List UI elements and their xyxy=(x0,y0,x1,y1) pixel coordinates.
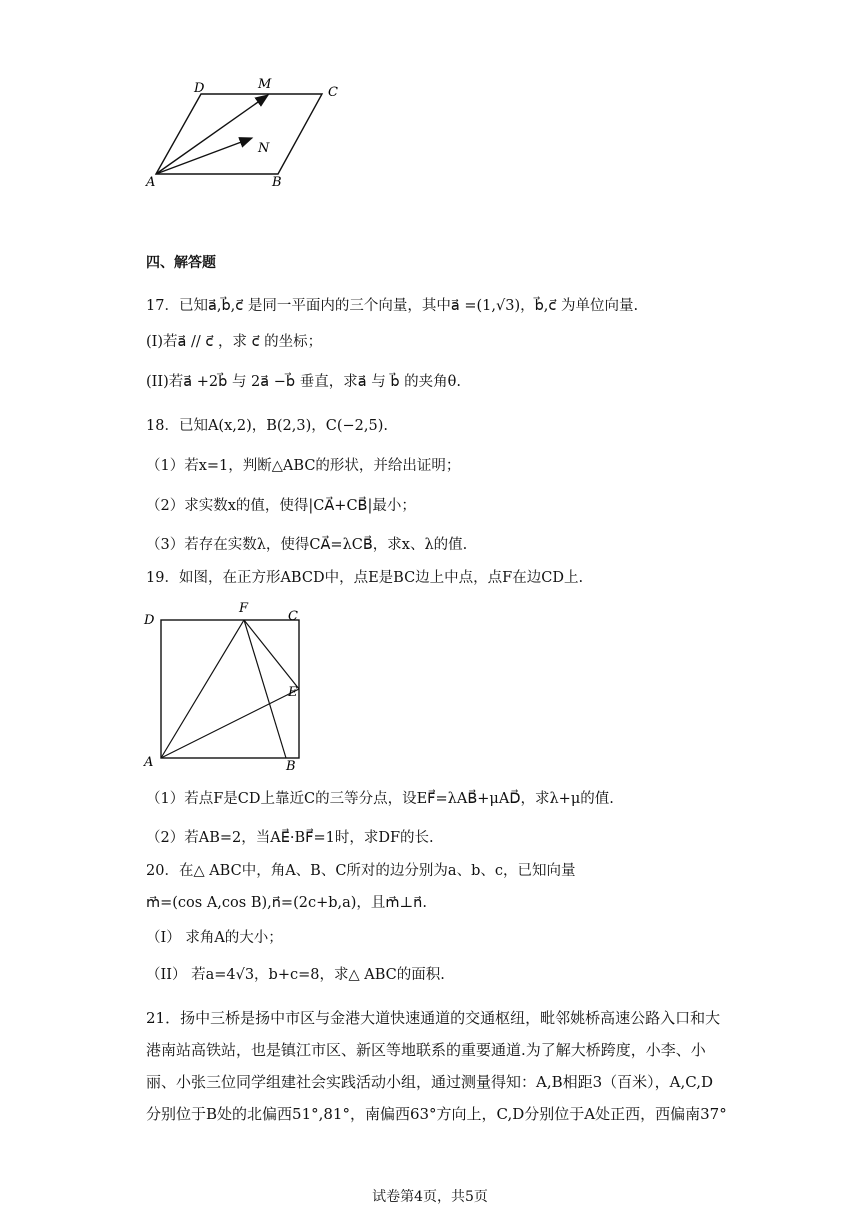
label-A: A xyxy=(144,755,154,770)
label-C: C xyxy=(288,609,298,624)
q18-part1: （1）若x=1，判断△ABC的形状，并给出证明； xyxy=(146,458,461,474)
label-B: B xyxy=(272,175,282,190)
parallelogram-figure xyxy=(140,74,350,194)
q20-part1: （I） 求角A的大小； xyxy=(146,930,283,946)
q18-part3: （3）若存在实数λ，使得CA⃗=λCB⃗，求x、λ的值. xyxy=(146,537,468,553)
q18-stem: 18．已知A(x,2)，B(2,3)，C(−2,5). xyxy=(146,418,389,434)
q18-part2: （2）求实数x的值，使得|CA⃗+CB⃗|最小； xyxy=(146,498,416,514)
q19-part1: （1）若点F是CD上靠近C的三等分点，设EF⃗=λAB⃗+μAD⃗，求λ+μ的值. xyxy=(146,791,614,807)
label-B: B xyxy=(286,759,296,774)
label-A: A xyxy=(146,175,156,190)
q19-stem: 19．如图，在正方形ABCD中，点E是BC边上中点，点F在边CD上. xyxy=(146,570,584,586)
q20-part2: （II） 若a=4√3，b+c=8，求△ ABC的面积. xyxy=(146,967,445,983)
q17-part2: (II)若a⃗ +2b⃗ 与 2a⃗ −b⃗ 垂直，求a⃗ 与 b⃗ 的夹角θ. xyxy=(146,374,461,390)
q20-vectors: m⃗=(cos A,cos B),n⃗=(2c+b,a)，且m⃗⊥n⃗. xyxy=(146,895,427,911)
label-E: E xyxy=(288,685,298,700)
label-D: D xyxy=(144,613,155,628)
label-F: F xyxy=(239,601,249,616)
q21-line3: 丽、小张三位同学组建社会实践活动小组，通过测量得知：A,B相距3（百米），A,C,D xyxy=(146,1073,714,1091)
q21-line4: 分别位于B处的北偏西51°,81°，南偏西63°方向上，C,D分别位于A处正西，西偏南37° xyxy=(146,1105,727,1123)
label-N: N xyxy=(258,141,270,156)
q19-part2: （2）若AB=2，当AE⃗·BF⃗=1时，求DF的长. xyxy=(146,830,434,846)
square-figure xyxy=(140,596,320,776)
page-footer: 试卷第4页，共5页 xyxy=(372,1189,488,1205)
q17-stem: 17．已知a⃗,b⃗,c⃗ 是同一平面内的三个向量，其中a⃗ =(1,√3)，b⃗,c⃗ 为单位向量. xyxy=(146,298,639,314)
section-title: 四、解答题 xyxy=(146,255,216,271)
q21-line1: 21．扬中三桥是扬中市区与金港大道快速通道的交通枢纽，毗邻姚桥高速公路入口和大 xyxy=(146,1009,721,1027)
q20-stem: 20．在△ ABC中，角A、B、C所对的边分别为a、b、c，已知向量 xyxy=(146,863,576,879)
label-D: D xyxy=(194,81,205,96)
q17-part1: (I)若a⃗ // c⃗ ，求 c⃗ 的坐标； xyxy=(146,334,323,350)
label-C: C xyxy=(328,85,338,100)
label-M: M xyxy=(258,77,272,92)
q21-line2: 港南站高铁站，也是镇江市区、新区等地联系的重要通道.为了解大桥跨度，小李、小 xyxy=(146,1041,706,1059)
